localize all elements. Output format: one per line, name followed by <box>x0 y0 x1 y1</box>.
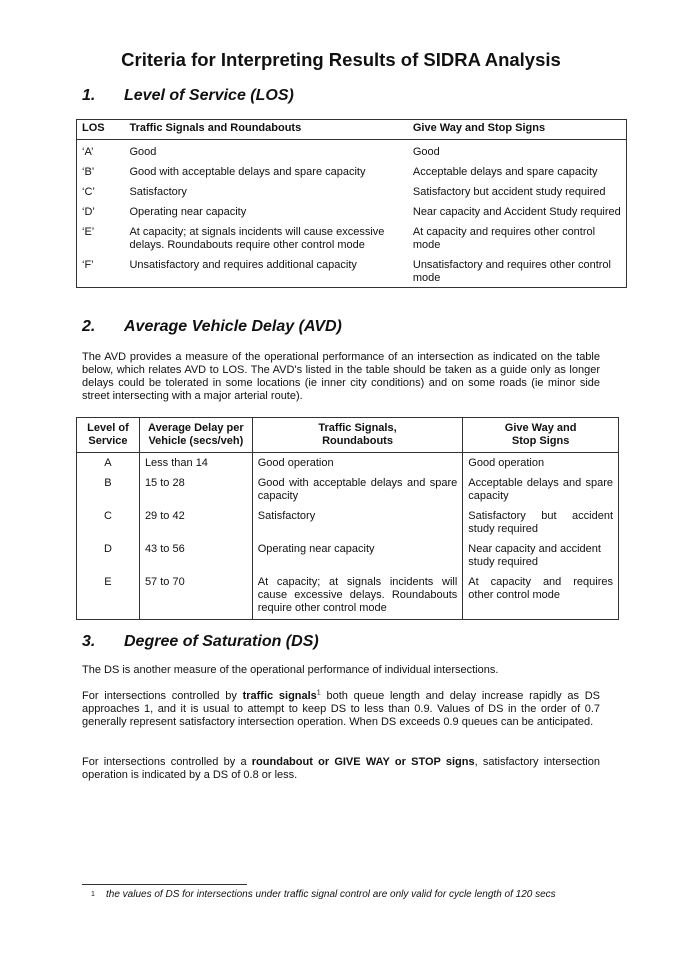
header-line: Level of <box>87 422 129 434</box>
header-line: Stop Signs <box>511 435 570 447</box>
los-cell: ‘F’ <box>82 259 94 271</box>
los-cell: ‘C’ <box>82 186 95 198</box>
signals-cell: Unsatisfactory and requires additional capacity <box>129 259 357 271</box>
giveway-cell: Near capacity and accident study required <box>463 540 619 573</box>
section-number: 3. <box>82 633 96 650</box>
table-row <box>77 540 619 573</box>
column-header-delay <box>139 418 252 453</box>
giveway-cell: Good operation <box>463 453 619 475</box>
giveway-cell: Satisfactory but accident study required <box>412 186 606 198</box>
footnote <box>91 889 611 901</box>
section-title: Average Vehicle Delay (AVD) <box>124 318 342 335</box>
footnote-text: the values of DS for intersections under traffic signal control are only valid for cycle length of 120 secs <box>106 889 556 900</box>
column-header-signals <box>252 418 463 453</box>
signals-cell: Good <box>129 146 157 158</box>
signals-cell: At capacity; at signals incidents will cause excessive delays. Roundabouts require other control mode <box>252 573 463 620</box>
header-line: Roundabouts <box>322 435 393 447</box>
signals-cell: At capacity; at signals incidents will cause excessive delays. Roundabouts require other control mode <box>129 226 385 251</box>
giveway-cell: Satisfactory but accident study required <box>463 507 619 540</box>
section-heading-ds <box>82 632 319 651</box>
giveway-cell: Unsatisfactory and requires other control mode <box>412 259 611 284</box>
footnote-ref: 1 <box>316 689 321 697</box>
header-line: Give Way and <box>504 422 577 434</box>
los-table <box>76 119 627 288</box>
delay-cell: 43 to 56 <box>139 540 252 573</box>
footnote-divider <box>82 884 247 885</box>
signals-cell: Good with acceptable delays and spare capacity <box>252 474 463 507</box>
table-row <box>77 162 627 182</box>
table-row <box>77 474 619 507</box>
los-cell: ‘E’ <box>82 226 95 238</box>
signals-cell: Satisfactory <box>252 507 463 540</box>
ds-paragraph-3 <box>82 756 600 782</box>
los-cell: ‘A’ <box>82 146 94 158</box>
delay-cell: 15 to 28 <box>139 474 252 507</box>
column-header-giveway <box>463 418 619 453</box>
header-line: Average Delay per <box>148 422 244 434</box>
section-heading-avd <box>82 317 342 336</box>
giveway-cell: Near capacity and Accident Study required <box>412 206 621 218</box>
signals-cell: Operating near capacity <box>129 206 247 218</box>
bold-term: traffic signals <box>242 690 317 702</box>
level-cell: E <box>77 573 140 620</box>
delay-cell: 29 to 42 <box>139 507 252 540</box>
giveway-cell: Acceptable delays and spare capacity <box>412 166 598 178</box>
table-row <box>77 222 627 255</box>
section-title: Degree of Saturation (DS) <box>124 633 319 650</box>
ds-paragraph-2 <box>82 690 600 729</box>
level-cell: B <box>77 474 140 507</box>
giveway-cell: At capacity and requires other control mode <box>463 573 619 620</box>
text-run: For intersections controlled by <box>82 690 243 702</box>
giveway-cell: At capacity and requires other control mode <box>412 226 596 251</box>
column-header: LOS <box>77 120 125 140</box>
level-cell: A <box>77 453 140 475</box>
footnote-mark: 1 <box>91 891 95 898</box>
table-row <box>77 140 627 163</box>
delay-cell: 57 to 70 <box>139 573 252 620</box>
column-header: Give Way and Stop Signs <box>408 120 627 140</box>
section-number: 1. <box>82 87 96 104</box>
section-number: 2. <box>82 318 96 335</box>
signals-cell: Operating near capacity <box>252 540 463 573</box>
table-row <box>77 182 627 202</box>
bold-term: roundabout or GIVE WAY or STOP signs <box>251 756 475 768</box>
los-cell: ‘B’ <box>82 166 95 178</box>
table-header-row <box>77 120 627 140</box>
text-run: For intersections controlled by a <box>82 756 252 768</box>
avd-table <box>76 417 619 620</box>
giveway-cell: Good <box>412 146 440 158</box>
text-run: both queue length and delay increase rapidly as DS approaches 1, and it is usual to attempt to keep DS to less than 0.9. Values of DS in the order of 0.7 generally represent satisfactory intersection operation. When DS exceeds 0.9 queues can be anticipated. <box>82 690 600 728</box>
header-line: Traffic Signals, <box>318 422 397 434</box>
signals-cell: Good operation <box>252 453 463 475</box>
header-line: Service <box>88 435 128 447</box>
page-title: Criteria for Interpreting Results of SIDRA Analysis <box>121 49 561 70</box>
table-row <box>77 453 619 475</box>
table-header-row <box>77 418 619 453</box>
signals-cell: Satisfactory <box>129 186 187 198</box>
level-cell: C <box>77 507 140 540</box>
section-title: Level of Service (LOS) <box>124 87 294 104</box>
table-row <box>77 507 619 540</box>
column-header-level <box>77 418 140 453</box>
section-heading-los <box>82 86 294 105</box>
column-header: Traffic Signals and Roundabouts <box>124 120 407 140</box>
giveway-cell: Acceptable delays and spare capacity <box>463 474 619 507</box>
table-row <box>77 573 619 620</box>
text-run: , satisfactory intersection operation is indicated by a DS of 0.8 or less. <box>82 756 600 781</box>
avd-paragraph: The AVD provides a measure of the operational performance of an intersection as indicated on the table below, which relates AVD to LOS. The AVD's listed in the table should be taken as a guide only as longer delays could be tolerated in some locations (ie inner city conditions) and on some roads (ie minor side street intersecting with a major arterial route). <box>82 351 600 402</box>
los-cell: ‘D’ <box>82 206 95 218</box>
table-row <box>77 202 627 222</box>
ds-paragraph-1: The DS is another measure of the operational performance of individual intersections. <box>82 664 499 676</box>
level-cell: D <box>77 540 140 573</box>
signals-cell: Good with acceptable delays and spare capacity <box>129 166 366 178</box>
header-line: Vehicle (secs/veh) <box>148 435 244 447</box>
delay-cell: Less than 14 <box>139 453 252 475</box>
table-row <box>77 255 627 288</box>
